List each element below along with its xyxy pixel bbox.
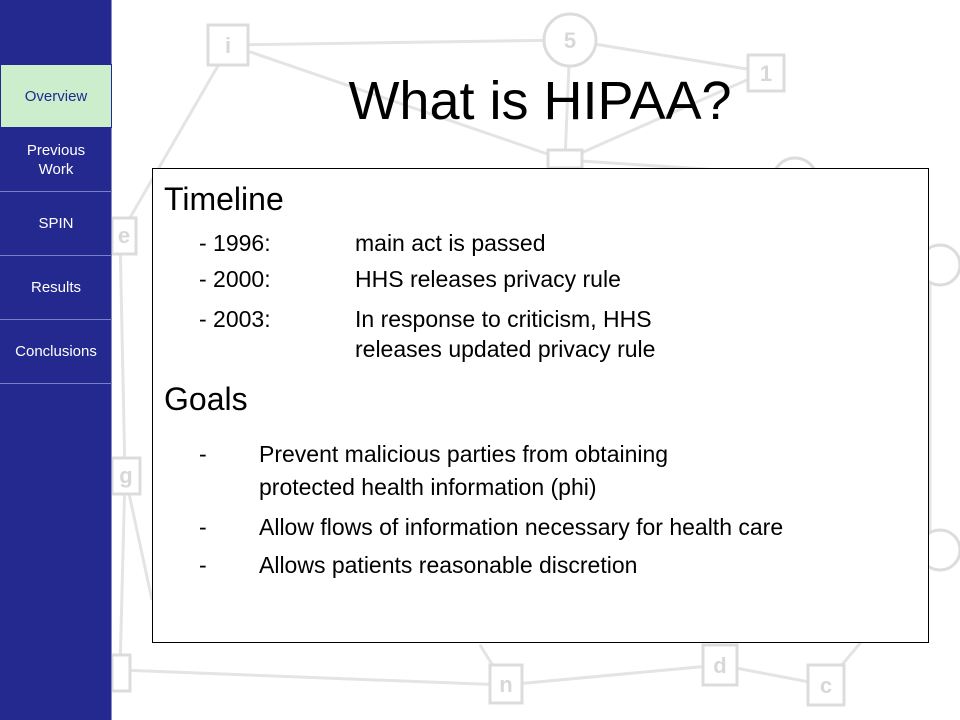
- sidebar-nav: [0, 0, 112, 720]
- timeline-heading: Timeline: [164, 181, 284, 217]
- graph-label-e: e: [117, 223, 131, 248]
- graph-label-1: 1: [759, 61, 773, 86]
- timeline-text-2003: In response to criticism, HHS releases updated privacy rule: [355, 306, 656, 362]
- nav-item-conclusions[interactable]: Conclusions: [0, 320, 112, 384]
- goal-text-3: Allows patients reasonable discretion: [259, 552, 638, 578]
- timeline-text-2000: HHS releases privacy rule: [355, 266, 621, 292]
- timeline-year-2000: - 2000:: [199, 266, 271, 292]
- graph-label-d: d: [713, 653, 727, 678]
- graph-label-g: g: [119, 463, 133, 488]
- nav-item-overview[interactable]: Overview: [0, 64, 112, 128]
- goal-text-1: Prevent malicious parties from obtaining protected health information (phi): [259, 441, 669, 500]
- goal-dash-1: -: [199, 441, 207, 467]
- graph-node-top-center: [548, 150, 582, 168]
- graph-label-n: n: [499, 672, 513, 697]
- timeline-text-1996: main act is passed: [355, 230, 546, 256]
- graph-label-c: c: [819, 673, 833, 698]
- graph-label-i: i: [224, 33, 232, 58]
- graph-label-5: 5: [563, 28, 577, 53]
- goal-text-2: Allow flows of information necessary for health care: [259, 514, 784, 540]
- nav-item-previous-work[interactable]: Previous Work: [0, 128, 112, 192]
- timeline-year-1996: - 1996:: [199, 230, 271, 256]
- goals-heading: Goals: [164, 381, 248, 417]
- content-box: [152, 168, 929, 643]
- timeline-year-2003: - 2003:: [199, 306, 271, 332]
- nav-item-results[interactable]: Results: [0, 256, 112, 320]
- goal-dash-3: -: [199, 552, 207, 578]
- goal-dash-2: -: [199, 514, 207, 540]
- nav-item-spin[interactable]: SPIN: [0, 192, 112, 256]
- slide-title: What is HIPAA?: [348, 71, 732, 131]
- graph-node-bottom-left: [112, 655, 130, 691]
